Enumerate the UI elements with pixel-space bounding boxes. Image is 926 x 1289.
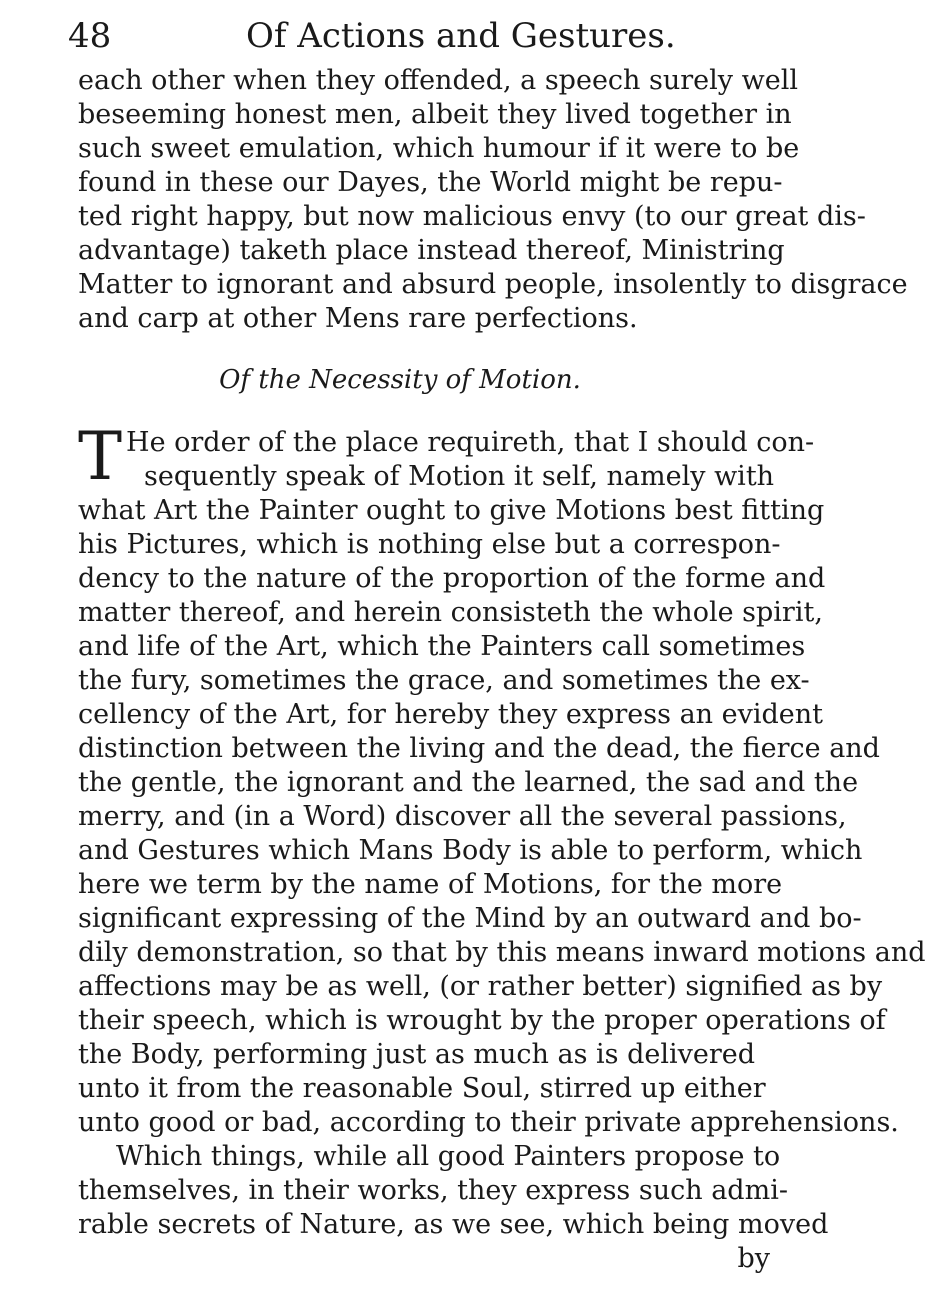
text-line: unto it from the reasonable Soul, stirred up either [78,1073,766,1104]
text-line: and Gestures which Mans Body is able to perform, which [78,835,863,866]
text-line: unto good or bad, according to their private apprehensions. [78,1107,899,1138]
text-line: the Body, performing just as much as is delivered [78,1039,756,1070]
text-line: Which things, while all good Painters propose to [116,1141,781,1172]
text-line: merry, and (in a Word) discover all the several passions, [78,801,847,832]
text-line: significant expressing of the Mind by an outward and bo- [78,903,862,934]
text-line: here we term by the name of Motions, for the more [78,869,783,900]
section-body [78,418,926,1276]
running-title: Of Actions and Gestures. [246,16,676,56]
text-line: matter thereof, and herein consisteth the whole spirit, [78,597,823,628]
text-line: the fury, sometimes the grace, and sometimes the ex- [78,665,810,696]
text-line: beseeming honest men, albeit they lived together in [78,99,792,130]
text-line: advantage) taketh place instead thereof, Ministring [78,235,785,266]
page-header [68,12,768,62]
text-line: rable secrets of Nature, as we see, which being moved [78,1209,829,1240]
text-line: Matter to ignorant and absurd people, insolently to disgrace [78,269,908,300]
text-line: such sweet emulation, which humour if it were to be [78,133,800,164]
section-heading: Of the Necessity of Motion. [219,365,581,395]
text-line: ted right happy, but now malicious envy (to our great dis- [78,201,866,232]
text-line: themselves, in their works, they express such admi- [78,1175,788,1206]
text-line: their speech, which is wrought by the proper operations of [78,1005,886,1036]
text-line: each other when they offended, a speech surely well [78,65,798,96]
text-line: distinction between the living and the dead, the fierce and [78,733,880,764]
text-line: He order of the place requireth, that I should con- [126,427,815,458]
text-line: found in these our Dayes, the World might be repu- [78,167,783,198]
page-number: 48 [68,16,112,56]
text-line: cellency of the Art, for hereby they express an evident [78,699,824,730]
drop-cap: T [78,418,123,495]
continuation-paragraph [78,64,908,336]
text-line: and carp at other Mens rare perfections. [78,303,638,334]
text-line: affections may be as well, (or rather better) signified as by [78,971,883,1002]
text-line: the gentle, the ignorant and the learned, the sad and the [78,767,859,798]
text-line: and life of the Art, which the Painters call sometimes [78,631,806,662]
text-line: sequently speak of Motion it self, namely with [144,461,775,492]
catchword: by [737,1243,770,1274]
text-line: what Art the Painter ought to give Motions best fitting [78,495,825,526]
text-line: dency to the nature of the proportion of the forme and [78,563,826,594]
text-line: his Pictures, which is nothing else but a correspon- [78,529,781,560]
text-line: dily demonstration, so that by this means inward motions and [78,937,926,968]
